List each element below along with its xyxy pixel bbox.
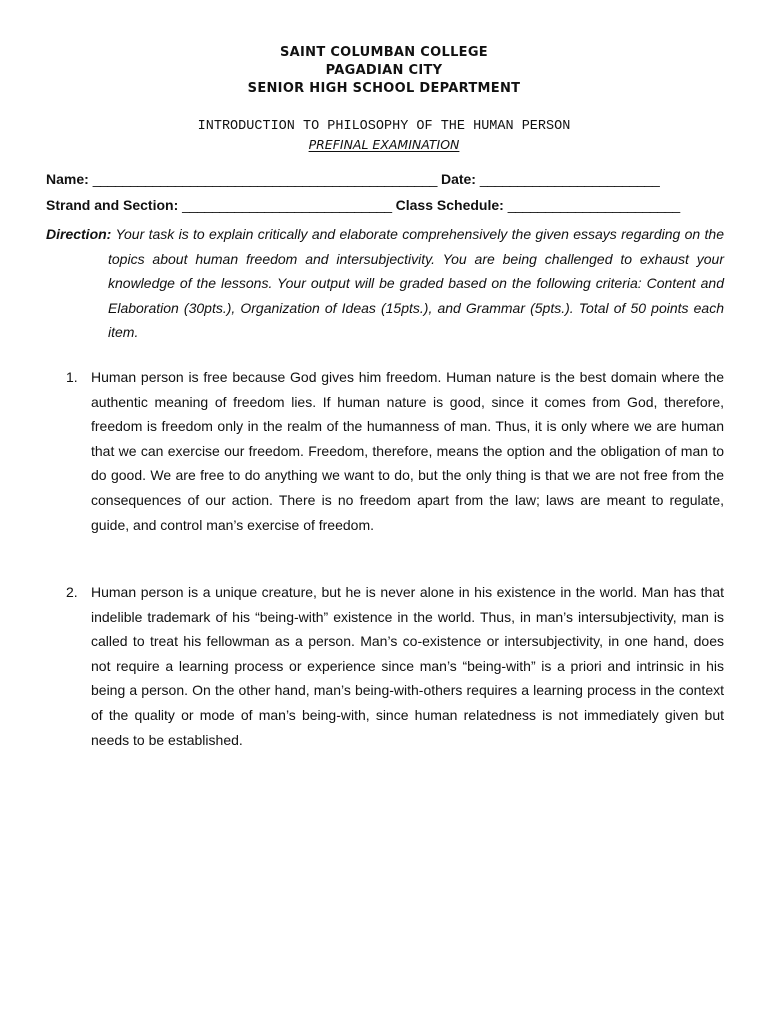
direction-block bbox=[46, 222, 724, 345]
name-field[interactable]: ______________________________________________ bbox=[92, 171, 438, 187]
exam-type bbox=[0, 136, 768, 153]
school-city: PAGADIAN CITY bbox=[325, 63, 443, 78]
essay-item bbox=[66, 365, 724, 537]
subject-title: INTRODUCTION TO PHILOSOPHY OF THE HUMAN PERSON bbox=[197, 119, 571, 134]
school-header bbox=[0, 44, 768, 98]
essay-number: 2. bbox=[66, 584, 78, 600]
direction-line-2: topics about human freedom and intersubjectivity. You are being challenged to exhaust your bbox=[108, 250, 724, 267]
strand-field[interactable]: ____________________________ bbox=[182, 197, 392, 213]
name-label: Name: bbox=[46, 171, 89, 187]
date-field[interactable]: ________________________ bbox=[479, 171, 660, 187]
strand-label: Strand and Section: bbox=[46, 197, 179, 213]
direction-label: Direction: bbox=[46, 226, 112, 242]
date-label: Date: bbox=[440, 171, 476, 187]
essay-text: Human person is a unique creature, but he is never alone in his existence in the world. Man has that indelible trademark of his “being-with” existence in the world. Thus, in man’s intersubjectivity, man is called to treat his fellowman as a person. Man’s co-existence or intersubjectivity, in one hand, does not require a learning process or experience since man’s “being-with” is a priori and intrinsic in his being a person. On the other hand, man’s being-with-others requires a learning process in the context of the quality or mode of man’s being-with, since human relatedness is not immediately given but needs to be established. bbox=[91, 584, 724, 748]
essay-number: 1. bbox=[66, 369, 78, 385]
school-name: SAINT COLUMBAN COLLEGE bbox=[279, 45, 488, 60]
direction-text-1: Your task is to explain critically and elaborate comprehensively the given essays regarding on the bbox=[115, 226, 724, 242]
exam-type-text: PREFINAL EXAMINATION bbox=[308, 137, 460, 152]
direction-line-4: Elaboration (30pts.), Organization of Ideas (15pts.), and Grammar (5pts.). Total of 50 points each item. bbox=[108, 299, 724, 340]
schedule-field[interactable]: _______________________ bbox=[507, 197, 680, 213]
essay-item bbox=[66, 580, 724, 752]
school-department: SENIOR HIGH SCHOOL DEPARTMENT bbox=[247, 81, 521, 96]
schedule-label: Class Schedule: bbox=[395, 197, 504, 213]
essay-text: Human person is free because God gives him freedom. Human nature is the best domain where the authentic meaning of freedom lies. If human nature is good, since it comes from God, therefore, freedom is freedom only in the realm of the humanness of man. Thus, it is only where we are human that we can exercise our freedom. Freedom, therefore, means the option and the obligation of man to do good. We are free to do anything we want to do, but the only thing is that we are not free from the consequences of our action. There is no freedom apart from the law; laws are meant to regulate, guide, and control man’s exercise of freedom. bbox=[91, 369, 724, 533]
direction-line-1 bbox=[46, 222, 724, 247]
strand-schedule-row bbox=[46, 196, 680, 214]
direction-line-3: knowledge of the lessons. Your output will be graded based on the following criteria: Content and bbox=[108, 275, 724, 291]
name-date-row bbox=[46, 170, 660, 188]
